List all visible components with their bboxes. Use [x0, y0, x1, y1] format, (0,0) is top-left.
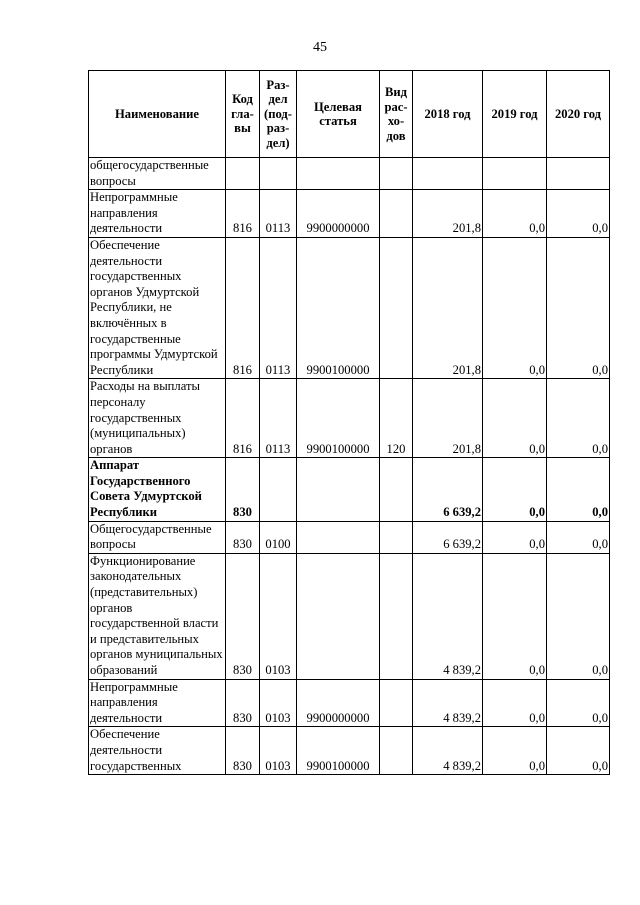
cell-chapter-code: 830	[226, 553, 260, 679]
cell-target-article	[297, 553, 380, 679]
table-row	[89, 679, 610, 727]
cell-chapter-code: 830	[226, 458, 260, 521]
cell-name: Обеспечение деятельности государственных	[89, 727, 226, 775]
cell-section: 0113	[260, 379, 297, 458]
cell-chapter-code: 830	[226, 727, 260, 775]
cell-name: Функционирование законодательных (представительных) органов государственной власти и представительных органов муниципальных образований	[89, 553, 226, 679]
cell-chapter-code: 830	[226, 679, 260, 727]
cell-2018: 201,8	[413, 379, 483, 458]
cell-name: Расходы на выплаты персоналу государственных (муниципальных) органов	[89, 379, 226, 458]
page-number: 45	[313, 40, 327, 55]
cell-expense-type	[380, 158, 413, 190]
cell-2020: 0,0	[547, 190, 610, 238]
table-row	[89, 237, 610, 378]
cell-target-article: 9900100000	[297, 379, 380, 458]
cell-2020: 0,0	[547, 521, 610, 553]
cell-2018: 6 639,2	[413, 458, 483, 521]
cell-2019: 0,0	[483, 379, 547, 458]
table-row	[89, 158, 610, 190]
cell-2020: 0,0	[547, 679, 610, 727]
cell-2020: 0,0	[547, 458, 610, 521]
header-name: Наименование	[89, 71, 226, 158]
table-row	[89, 553, 610, 679]
cell-section	[260, 458, 297, 521]
cell-expense-type	[380, 679, 413, 727]
cell-section: 0103	[260, 727, 297, 775]
header-2020: 2020 год	[547, 71, 610, 158]
cell-section: 0103	[260, 679, 297, 727]
cell-2019: 0,0	[483, 727, 547, 775]
cell-2020: 0,0	[547, 553, 610, 679]
cell-2018	[413, 158, 483, 190]
cell-chapter-code	[226, 158, 260, 190]
header-2019: 2019 год	[483, 71, 547, 158]
cell-target-article: 9900000000	[297, 190, 380, 238]
cell-target-article: 9900000000	[297, 679, 380, 727]
table-header-row	[89, 71, 610, 158]
cell-expense-type: 120	[380, 379, 413, 458]
header-section: Раз- дел (под- раз- дел)	[260, 71, 297, 158]
cell-2019: 0,0	[483, 553, 547, 679]
cell-name: Обеспечение деятельности государственных органов Удмуртской Республики, не включённых в государственные программы Удмуртской Республики	[89, 237, 226, 378]
cell-chapter-code: 830	[226, 521, 260, 553]
cell-section: 0103	[260, 553, 297, 679]
cell-2019: 0,0	[483, 237, 547, 378]
cell-target-article	[297, 521, 380, 553]
cell-name: общегосударственные вопросы	[89, 158, 226, 190]
cell-target-article	[297, 158, 380, 190]
cell-chapter-code: 816	[226, 237, 260, 378]
table-row	[89, 379, 610, 458]
cell-section: 0100	[260, 521, 297, 553]
cell-chapter-code: 816	[226, 379, 260, 458]
table-row	[89, 458, 610, 521]
cell-target-article: 9900100000	[297, 237, 380, 378]
cell-name: Аппарат Государственного Совета Удмуртской Республики	[89, 458, 226, 521]
cell-2018: 201,8	[413, 237, 483, 378]
header-target-article: Целевая статья	[297, 71, 380, 158]
cell-expense-type	[380, 237, 413, 378]
cell-chapter-code: 816	[226, 190, 260, 238]
cell-2018: 4 839,2	[413, 553, 483, 679]
cell-expense-type	[380, 521, 413, 553]
cell-expense-type	[380, 458, 413, 521]
header-2018: 2018 год	[413, 71, 483, 158]
table-row	[89, 521, 610, 553]
cell-2020: 0,0	[547, 237, 610, 378]
cell-2018: 6 639,2	[413, 521, 483, 553]
cell-2020	[547, 158, 610, 190]
cell-expense-type	[380, 190, 413, 238]
table-row	[89, 190, 610, 238]
cell-2020: 0,0	[547, 727, 610, 775]
cell-2019	[483, 158, 547, 190]
cell-target-article: 9900100000	[297, 727, 380, 775]
cell-2018: 4 839,2	[413, 727, 483, 775]
cell-2019: 0,0	[483, 679, 547, 727]
cell-section: 0113	[260, 190, 297, 238]
cell-name: Непрограммные направления деятельности	[89, 679, 226, 727]
budget-table	[88, 70, 610, 775]
cell-2018: 4 839,2	[413, 679, 483, 727]
header-expense-type: Вид рас- хо- дов	[380, 71, 413, 158]
cell-2018: 201,8	[413, 190, 483, 238]
cell-name: Непрограммные направления деятельности	[89, 190, 226, 238]
cell-2019: 0,0	[483, 521, 547, 553]
cell-section	[260, 158, 297, 190]
header-chapter-code: Код гла- вы	[226, 71, 260, 158]
cell-2019: 0,0	[483, 190, 547, 238]
cell-expense-type	[380, 553, 413, 679]
cell-section: 0113	[260, 237, 297, 378]
cell-name: Общегосударственные вопросы	[89, 521, 226, 553]
cell-2019: 0,0	[483, 458, 547, 521]
cell-target-article	[297, 458, 380, 521]
cell-2020: 0,0	[547, 379, 610, 458]
table-row	[89, 727, 610, 775]
cell-expense-type	[380, 727, 413, 775]
